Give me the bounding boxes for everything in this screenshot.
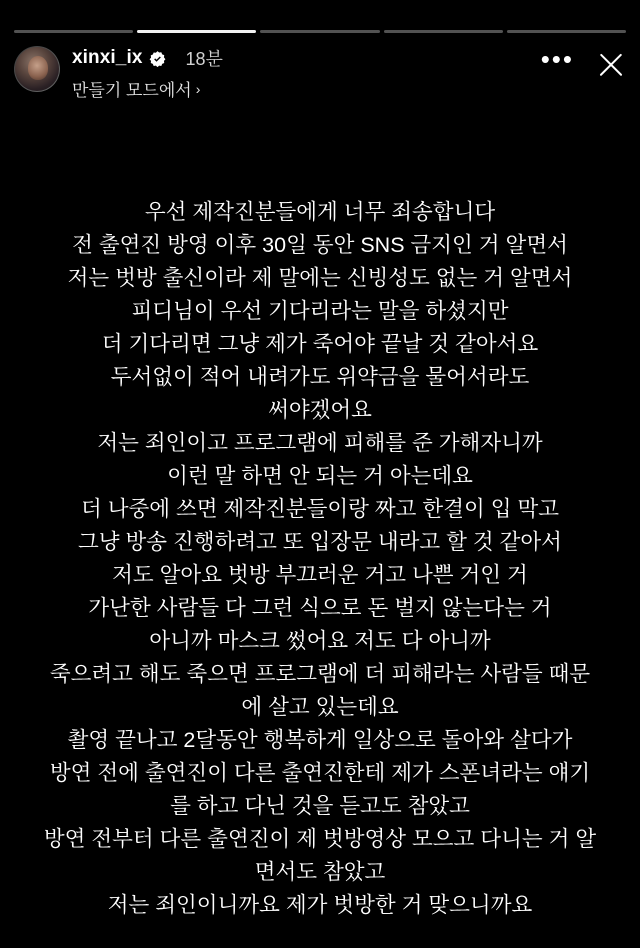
avatar-image <box>15 47 59 91</box>
story-header <box>14 44 626 100</box>
story-text-line: 더 기다리면 그냥 제가 죽어야 끝날 것 같아서요 <box>101 332 539 356</box>
chevron-right-icon: › <box>195 80 201 97</box>
story-text-line: 써야겠어요 <box>268 398 372 422</box>
timestamp-label: 18분 <box>185 49 223 69</box>
progress-segment[interactable] <box>14 30 133 33</box>
story-text-line: 촬영 끝나고 2달동안 행복하게 일상으로 돌아와 살다가 <box>67 728 573 752</box>
story-mode-row[interactable] <box>72 76 541 101</box>
story-text-block <box>18 196 622 922</box>
story-text-line: 방연 전에 출연진이 다른 출연진한테 제가 스폰녀라는 얘기 <box>49 761 591 785</box>
more-options-icon[interactable]: ••• <box>540 44 574 74</box>
story-text-line: 면서도 참았고 <box>254 860 386 884</box>
username-label[interactable]: xinxi_ix <box>72 47 143 68</box>
progress-segment[interactable] <box>260 30 379 33</box>
story-progress-bar <box>14 30 626 33</box>
story-text-line: 그냥 방송 진행하려고 또 입장문 내라고 할 것 같아서 <box>78 530 562 554</box>
story-text-line: 두서없이 적어 내려가도 위약금을 물어서라도 <box>110 365 530 389</box>
story-header-actions <box>541 44 626 80</box>
close-icon[interactable] <box>596 50 626 80</box>
story-text-line: 저도 알아요 벗방 부끄러운 거고 나쁜 거인 거 <box>112 563 528 587</box>
story-text-line: 가난한 사람들 다 그런 식으로 돈 벌지 않는다는 거 <box>88 596 552 620</box>
progress-segment[interactable] <box>507 30 626 33</box>
story-text-line: 더 나중에 쓰면 제작진분들이랑 짜고 한결이 입 막고 <box>81 497 559 521</box>
verified-badge-icon <box>149 50 166 67</box>
story-text-line: 우선 제작진분들에게 너무 죄송합니다 <box>144 200 496 224</box>
story-text-line: 저는 죄인이니까요 제가 벗방한 거 맞으니까요 <box>107 893 533 917</box>
avatar[interactable] <box>14 46 60 92</box>
story-text-line: 전 출연진 방영 이후 30일 동안 SNS 금지인 거 알면서 <box>72 233 568 257</box>
story-text-line: 이런 말 하면 안 되는 거 아는데요 <box>167 464 473 488</box>
story-text-line: 아니까 마스크 썼어요 저도 다 아니까 <box>149 629 491 653</box>
story-text-line: 저는 벗방 출신이라 제 말에는 신빙성도 없는 거 알면서 <box>67 266 573 290</box>
progress-segment[interactable] <box>384 30 503 33</box>
story-text-line: 죽으려고 해도 죽으면 프로그램에 더 피해라는 사람들 때문 <box>49 662 591 686</box>
story-text-line: 저는 죄인이고 프로그램에 피해를 준 가해자니까 <box>97 431 543 455</box>
story-mode-label: 만들기 모드에서 <box>72 81 192 100</box>
story-author-row <box>72 46 541 70</box>
story-text-line: 를 하고 다닌 것을 듣고도 참았고 <box>170 794 470 818</box>
progress-segment-active[interactable] <box>137 30 256 33</box>
story-text-line: 에 살고 있는데요 <box>241 695 399 719</box>
story-header-text <box>72 44 541 101</box>
story-text-line: 피디님이 우선 기다리라는 말을 하셨지만 <box>131 299 509 323</box>
story-text-line: 방연 전부터 다른 출연진이 제 벗방영상 모으고 다니는 거 알 <box>43 827 597 851</box>
